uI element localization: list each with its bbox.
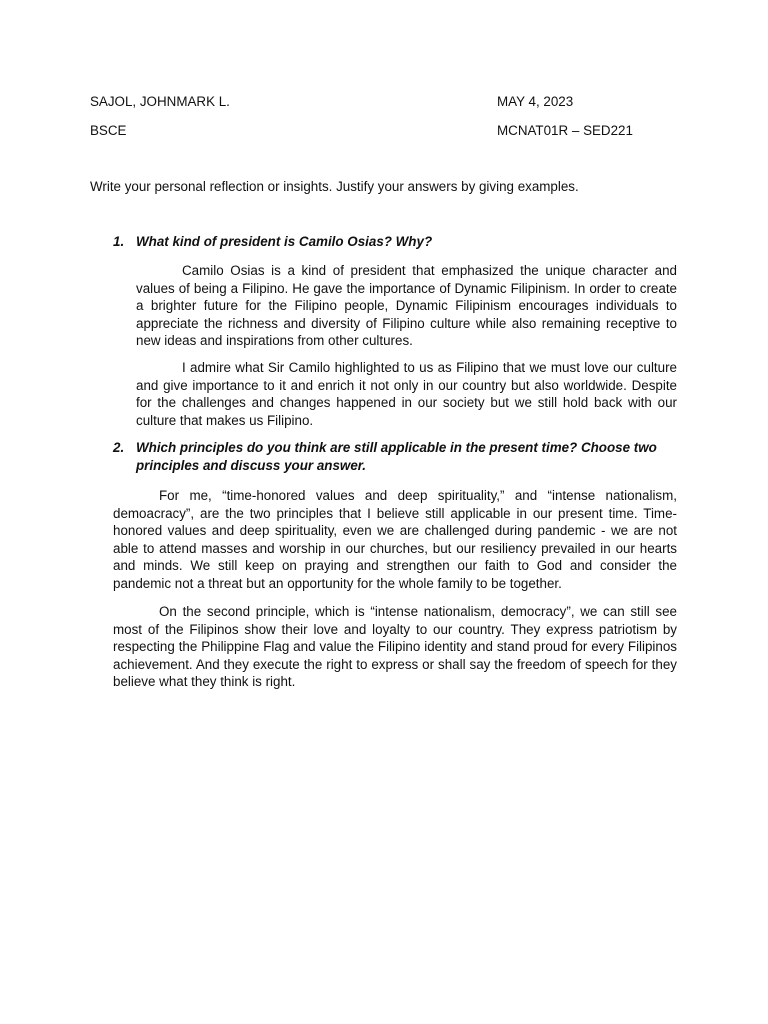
answer-1-paragraph-2: I admire what Sir Camilo highlighted to us as Filipino that we must love our culture and give importance to it and enrich it not only in our country but also worldwide. Despite for the challenges and changes happened in our society but we still hold back with our culture that makes us Filipino. <box>136 360 677 428</box>
answer-1-paragraph-1: Camilo Osias is a kind of president that emphasized the unique character and values of being a Filipino. He gave the importance of Dynamic Filipinism. In order to create a brighter future for the Filipino people, Dynamic Filipinism encourages individuals to appreciate the richness and diversity of Filipino culture while also remaining receptive to new ideas and inspirations from other cultures. <box>136 263 677 348</box>
question-2-number: 2. <box>113 440 125 455</box>
answer-2-paragraph-1: For me, “time-honored values and deep spirituality,” and “intense nationalism, demoacracy”, are the two principles that I believe still applicable in our present time. Time-honored values and deep spirituality, even we are challenged during pandemic - we are not able to attend masses and worship in our churches, but our resiliency prevailed in our hearts and minds. We still keep on praying and strengthen our faith to God and consider the pandemic not a threat but an opportunity for the whole family to be together. <box>113 488 677 591</box>
question-2-text: Which principles do you think are still applicable in the present time? Choose two principles and discuss your answer. <box>136 440 657 473</box>
submission-date: MAY 4, 2023 <box>497 94 574 109</box>
question-1-text: What kind of president is Camilo Osias? Why? <box>136 234 433 249</box>
question-1-number: 1. <box>113 234 125 249</box>
question-1-heading <box>113 233 683 251</box>
answer-2-paragraph-2: On the second principle, which is “intense nationalism, democracy”, we can still see most of the Filipinos show their love and loyalty to our country. They express patriotism by respecting the Philippine Flag and value the Filipino identity and stand proud for every Filipinos achievement. And they execute the right to express or shall say the freedom of speech for they believe what they think is right. <box>113 604 677 689</box>
instruction-text: Write your personal reflection or insights. Justify your answers by giving examples. <box>90 179 579 194</box>
question-2-heading <box>113 439 683 474</box>
student-name: SAJOL, JOHNMARK L. <box>90 94 230 109</box>
course-code: MCNAT01R – SED221 <box>497 123 633 138</box>
student-program: BSCE <box>90 123 127 138</box>
